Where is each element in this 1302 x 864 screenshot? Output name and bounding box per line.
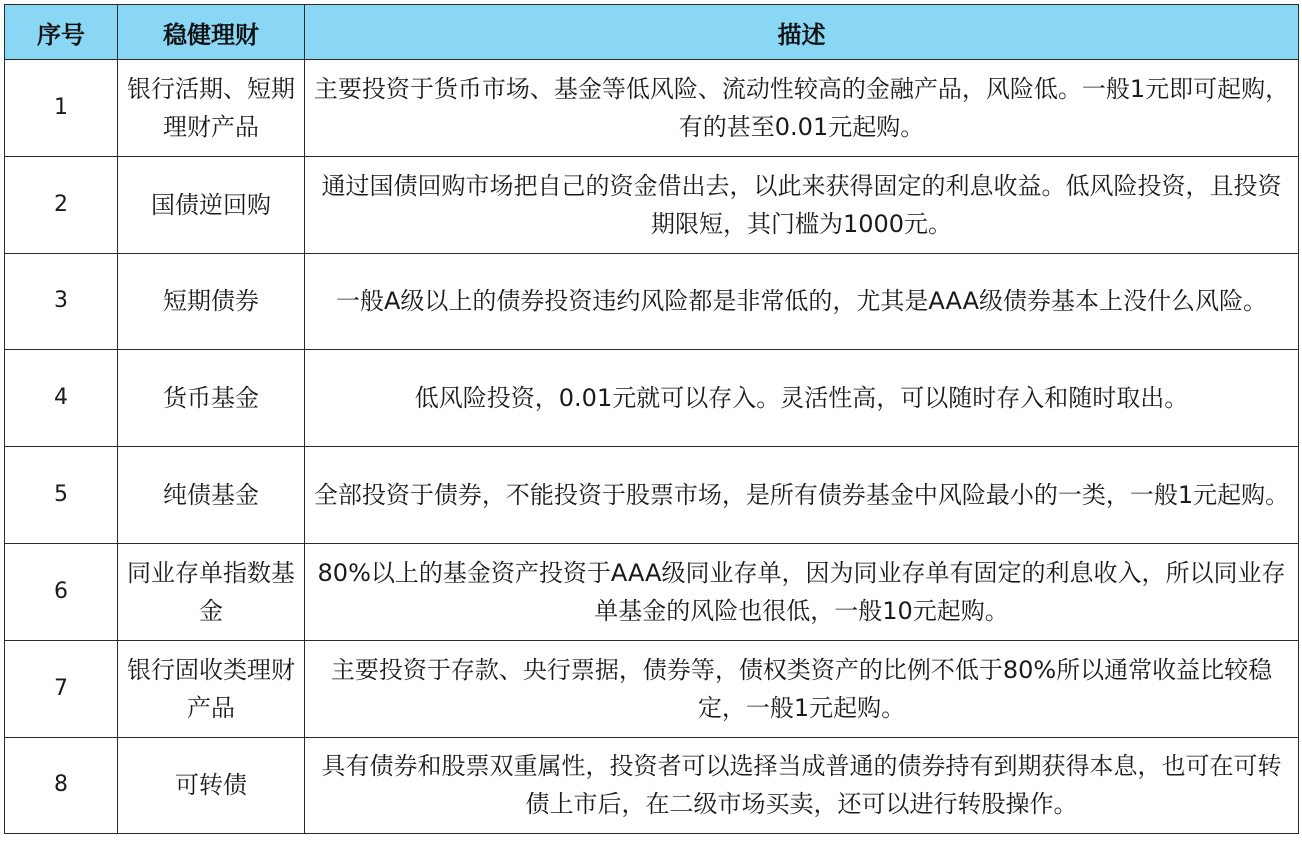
table-row [5,737,1299,834]
row-name: 银行活期、短期理财产品 [118,60,305,157]
header-name: 稳健理财 [118,5,305,60]
row-name: 可转债 [118,737,305,834]
row-desc: 具有债券和股票双重属性，投资者可以选择当成普通的债券持有到期获得本息，也可在可转债上市后，在二级市场买卖，还可以进行转股操作。 [305,737,1299,834]
table-body [5,60,1299,834]
table-container [4,4,1299,834]
row-desc: 低风险投资，0.01元就可以存入。灵活性高，可以随时存入和随时取出。 [305,350,1299,447]
row-name: 货币基金 [118,350,305,447]
row-name: 纯债基金 [118,447,305,544]
row-name: 国债逆回购 [118,156,305,253]
row-name: 短期债券 [118,253,305,350]
table-row [5,543,1299,640]
row-desc: 一般A级以上的债券投资违约风险都是非常低的，尤其是AAA级债券基本上没什么风险。 [305,253,1299,350]
stable-finance-table [4,4,1299,834]
row-num: 7 [5,640,118,737]
row-num: 2 [5,156,118,253]
table-row [5,253,1299,350]
header-row [5,5,1299,60]
row-num: 3 [5,253,118,350]
header-desc: 描述 [305,5,1299,60]
table-row [5,640,1299,737]
table-row [5,60,1299,157]
row-num: 6 [5,543,118,640]
row-desc: 主要投资于货币市场、基金等低风险、流动性较高的金融产品，风险低。一般1元即可起购，有的甚至0.01元起购。 [305,60,1299,157]
row-name: 银行固收类理财产品 [118,640,305,737]
row-num: 4 [5,350,118,447]
row-name: 同业存单指数基金 [118,543,305,640]
row-desc: 主要投资于存款、央行票据，债券等，债权类资产的比例不低于80%所以通常收益比较稳定，一般1元起购。 [305,640,1299,737]
table-row [5,447,1299,544]
table-header [5,5,1299,60]
table-row [5,156,1299,253]
row-desc: 80%以上的基金资产投资于AAA级同业存单，因为同业存单有固定的利息收入，所以同业存单基金的风险也很低，一般10元起购。 [305,543,1299,640]
header-num: 序号 [5,5,118,60]
table-row [5,350,1299,447]
row-desc: 通过国债回购市场把自己的资金借出去，以此来获得固定的利息收益。低风险投资，且投资期限短，其门槛为1000元。 [305,156,1299,253]
row-num: 5 [5,447,118,544]
row-desc: 全部投资于债券，不能投资于股票市场，是所有债券基金中风险最小的一类，一般1元起购。 [305,447,1299,544]
row-num: 8 [5,737,118,834]
row-num: 1 [5,60,118,157]
